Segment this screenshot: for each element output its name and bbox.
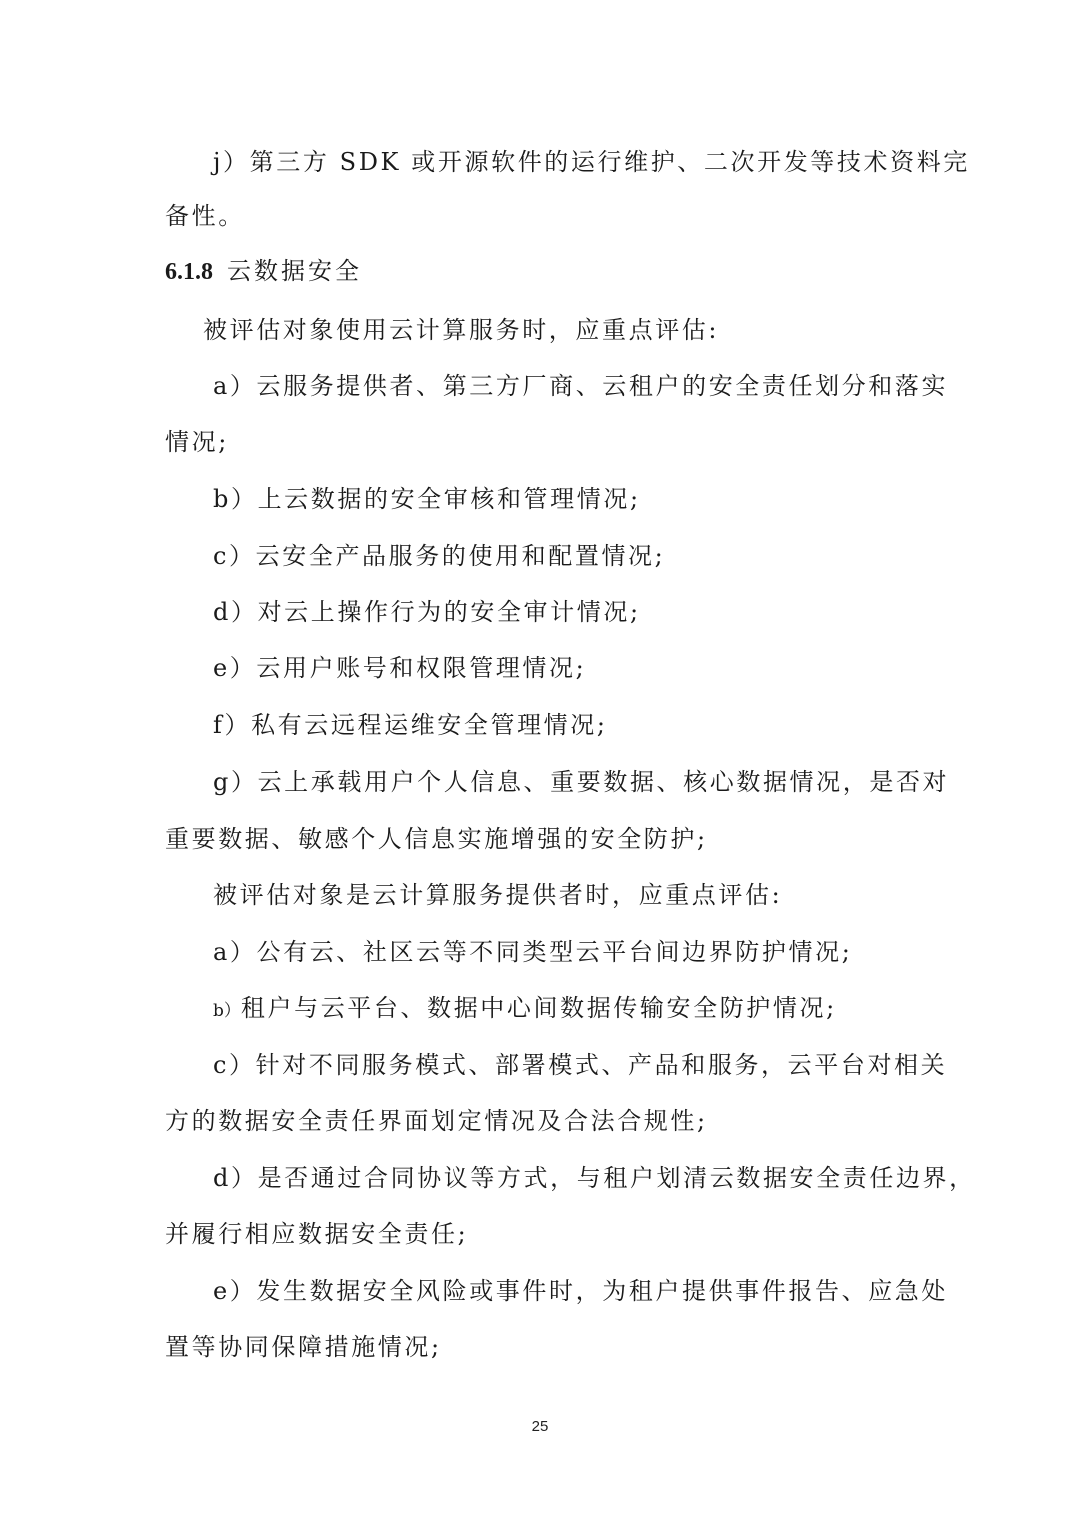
list-item: a）公有云、社区云等不同类型云平台间边界防护情况; [213,938,853,966]
list-item: f）私有云远程运维安全管理情况; [213,711,608,739]
paragraph-line: 情况; [165,428,229,456]
list-item: d）是否通过合同协议等方式，与租户划清云数据安全责任边界， [213,1164,976,1192]
page-number: 25 [531,1418,549,1435]
section-number: 6.1.8 [165,259,213,285]
paragraph-line: 置等协同保障措施情况; [165,1333,442,1361]
paragraph-line: 重要数据、敏感个人信息实施增强的安全防护; [165,825,708,853]
list-item: a）云服务提供者、第三方厂商、云租户的安全责任划分和落实 [213,372,949,400]
paragraph-line: j）第三方 SDK 或开源软件的运行维护、二次开发等技术资料完 [213,148,970,176]
paragraph-line: 并履行相应数据安全责任; [165,1220,469,1248]
section-title: 云数据安全 [227,257,362,285]
paragraph-line: 被评估对象是云计算服务提供者时，应重点评估: [213,881,783,909]
paragraph-line: 方的数据安全责任界面划定情况及合法合规性; [165,1107,708,1135]
list-item [213,992,837,1027]
list-item: d）对云上操作行为的安全审计情况; [213,598,641,626]
list-item: c）针对不同服务模式、部署模式、产品和服务，云平台对相关 [213,1051,948,1079]
list-item: e）发生数据安全风险或事件时，为租户提供事件报告、应急处 [213,1277,949,1305]
section-heading [165,255,362,288]
list-item: e）云用户账号和权限管理情况; [213,654,587,682]
list-item: b）上云数据的安全审核和管理情况; [213,485,641,513]
list-item-marker: b） [213,1001,241,1021]
list-item: g）云上承载用户个人信息、重要数据、核心数据情况，是否对 [213,768,950,796]
list-item: c）云安全产品服务的使用和配置情况; [213,542,666,570]
list-item-text: 租户与云平台、数据中心间数据传输安全防护情况; [240,994,837,1022]
paragraph-line: 备性。 [165,202,245,230]
paragraph-line: 被评估对象使用云计算服务时，应重点评估: [203,316,720,344]
